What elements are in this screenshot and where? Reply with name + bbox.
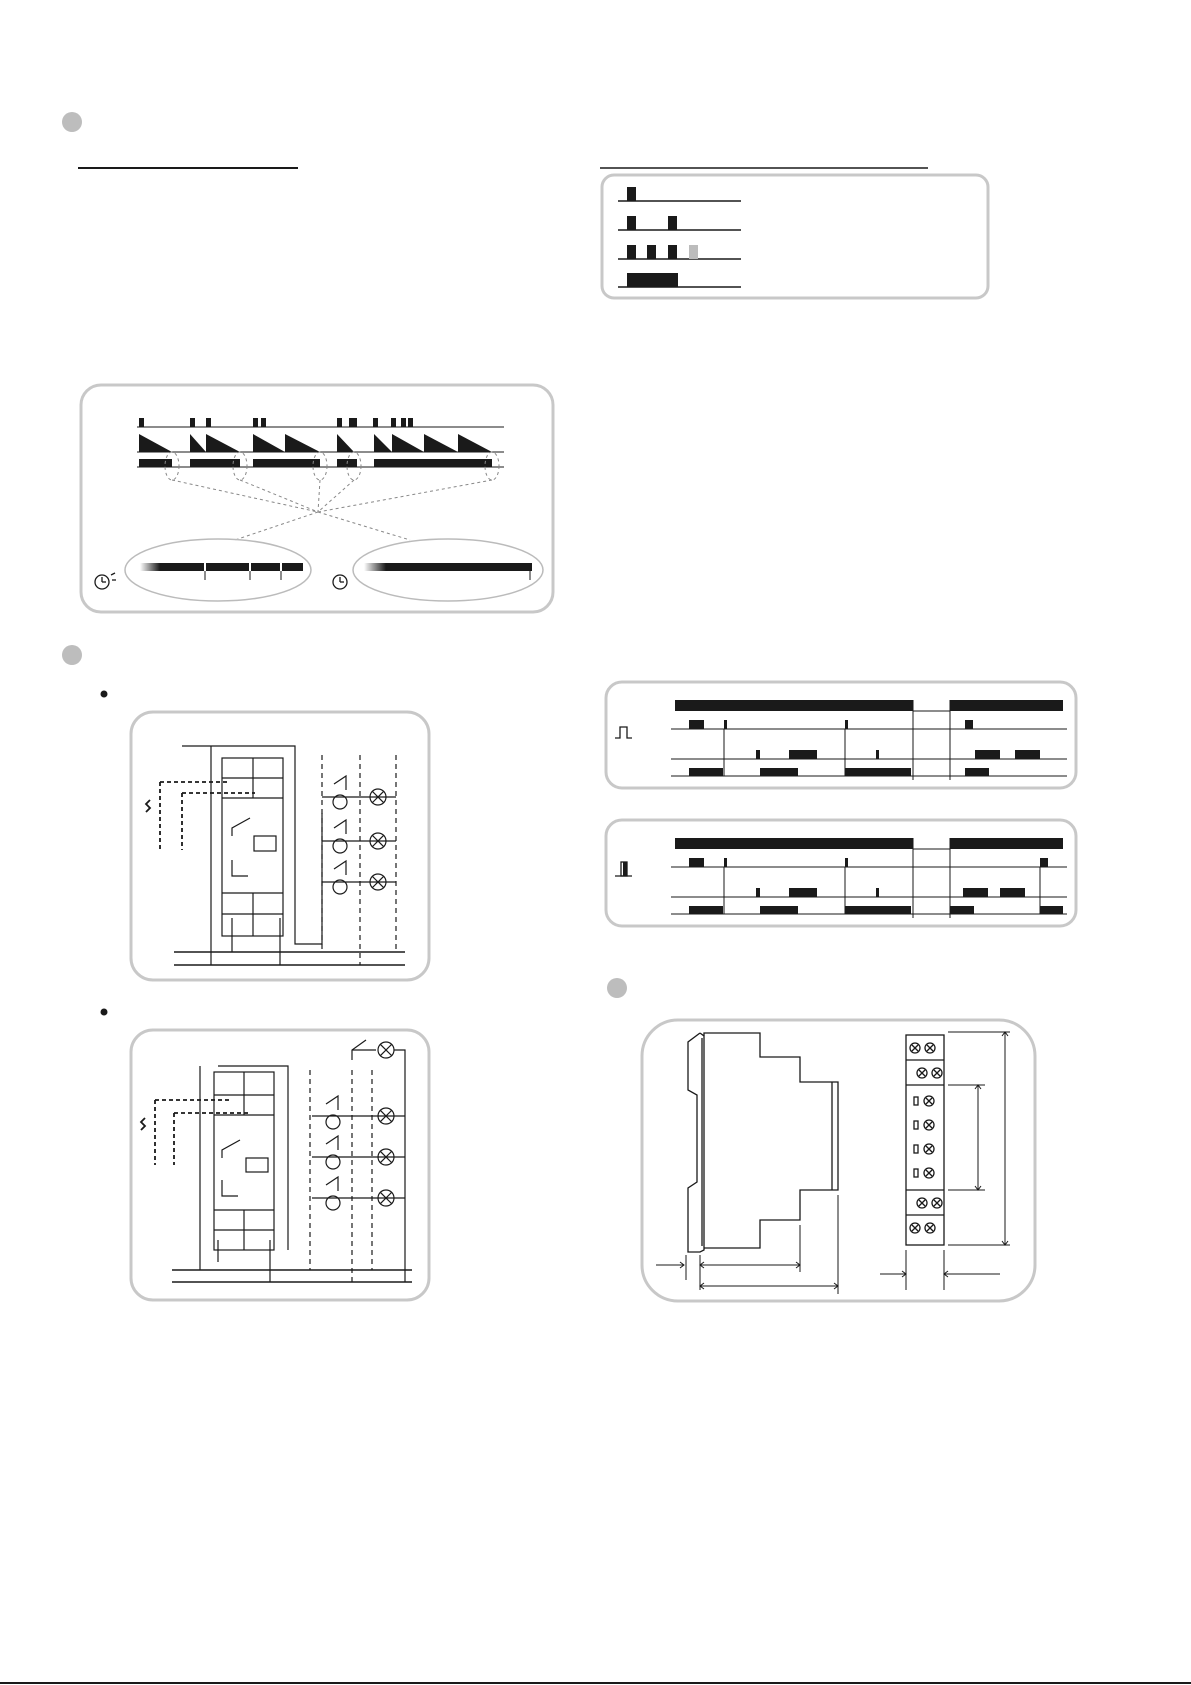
short-pulse-icon (615, 862, 632, 876)
timing-frame (81, 385, 553, 612)
switch-1-frame (606, 682, 1076, 788)
switch-diagram-2 (606, 820, 1076, 926)
timing-output-bars (139, 459, 492, 467)
legend-row-1 (618, 187, 741, 201)
timing-ramps (139, 434, 492, 452)
legend-row-2 (618, 216, 741, 230)
dimension-drawing (642, 1020, 1035, 1301)
timing-zoom-left (125, 539, 311, 601)
legend-row-4 (618, 273, 741, 287)
section-2-marker (62, 645, 82, 665)
timing-diagram (81, 385, 553, 612)
legend-row-3 (618, 245, 741, 259)
pulse-legend (600, 168, 988, 298)
sub-item-1-bullet (101, 691, 108, 698)
clock-icon (333, 575, 347, 589)
pulse-icon (615, 727, 632, 738)
switch-2-frame (606, 820, 1076, 926)
front-dimension-lines (880, 1032, 1010, 1290)
terminal-screws (910, 1043, 942, 1233)
side-dimension-lines (656, 1195, 838, 1294)
timing-zoom-right (353, 539, 543, 601)
section-1-marker (62, 112, 82, 132)
module-front-view (906, 1035, 944, 1245)
sub-item-2-bullet (101, 1009, 108, 1016)
timing-pulses (139, 418, 413, 427)
switch-diagram-1 (606, 682, 1076, 788)
clock-led-icon (95, 573, 116, 589)
wiring-diagram-2 (131, 1030, 429, 1300)
wiring-diagram-1 (131, 712, 429, 980)
section-3-marker (607, 978, 627, 998)
module-side-view (688, 1033, 838, 1252)
